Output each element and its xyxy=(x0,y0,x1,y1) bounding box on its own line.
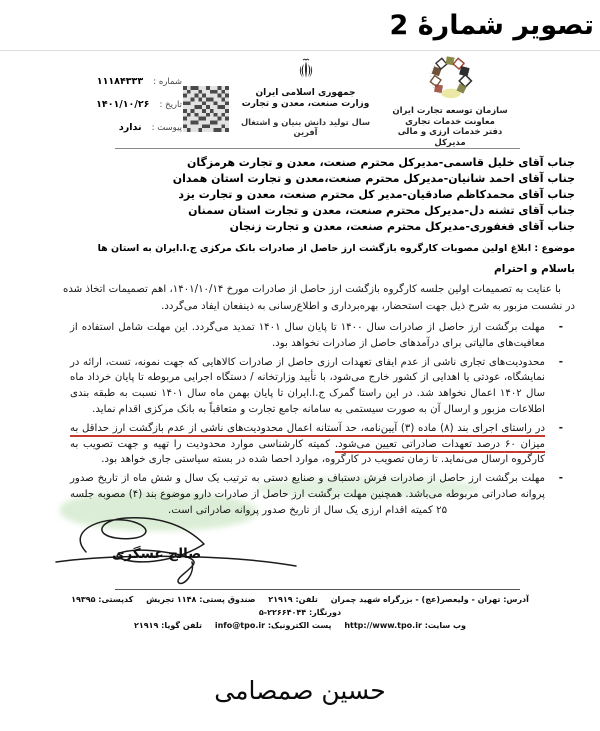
meta-date-value: ۱۴۰۱/۱۰/۲۶ xyxy=(96,99,150,110)
meta-number-value: ۱۱۱۸۴۳۳۳ xyxy=(96,76,144,87)
footer-postal-code: کدپستی: ۱۹۳۹۵ xyxy=(71,595,134,604)
recipient-line: جناب آقای احمد شانیان-مدیرکل محترم صنعت،معدن و تجارت استان همدان xyxy=(172,172,575,185)
bottom-caption-name: حسین صمصامی xyxy=(214,676,386,705)
caption-divider xyxy=(0,50,600,51)
footer-phone: تلفن: ۲۱۹۱۹ xyxy=(268,595,318,604)
government-title-lines xyxy=(228,88,383,110)
org-line-1: سازمان توسعه تجارت ایران xyxy=(392,106,508,116)
meta-attachment-label: پیوست : xyxy=(151,123,182,133)
meta-attachment-value: ندارد xyxy=(118,122,142,133)
meta-date-label: تاریخ : xyxy=(159,100,182,110)
meta-attachment-row xyxy=(56,115,182,138)
org-line-3: دفتر خدمات ارزی و مالی xyxy=(397,127,503,137)
qr-code xyxy=(183,86,229,132)
meta-number-label: شماره : xyxy=(153,77,182,87)
footer-line-1 xyxy=(35,593,565,619)
recipient-line: جناب آقای محمدکاظم صادقیان-مدیر کل محترم صنعت، معدن و تجارت یزد xyxy=(178,188,575,201)
decision-list xyxy=(70,320,575,519)
gov-line-1: جمهوری اسلامی ایران xyxy=(255,88,356,98)
footer-divider xyxy=(115,589,520,590)
gov-line-2: وزارت صنعت، معدن و تجارت xyxy=(241,99,370,109)
footer-address: آدرس: تهران - ولیعصر(عج) - بزرگراه شهید چمران xyxy=(330,595,529,604)
decision-item-export-deadline: - مهلت برگشت ارز حاصل از صادرات سال ۱۴۰۰ تا پایان سال ۱۴۰۱ تمدید می‌گردد. این مهلت شامل استفاده از معافیت‌های مالیاتی برای درآمدهای حاصل از صادرات نخواهد بود. xyxy=(70,320,575,352)
footer xyxy=(35,593,565,632)
footer-po-box: صندوق پستی: ۱۱۴۸ تجریش xyxy=(146,595,256,604)
meta-date-row xyxy=(56,92,182,115)
letterhead xyxy=(0,56,600,150)
decision-item-trade-restrictions: - محدودیت‌های تجاری ناشی از عدم ایفای تعهدات ارزی حاصل از صادرات کالاهایی که جهت نمونه، تست، ارائه در نمایشگاه، عودتی یا اهدایی از کشور خارج می‌شود، با تأیید وزارتخانه / دستگاه اجرایی مربوطه تا پایان خرداد ماه سال ۱۴۰۲ اعمال نخواهد شد. در این راستا گمرک ج.ا.ایران تا پایان بهمن ماه سال ۱۴۰۱ نسبت به طبقه بندی اطلاعات مزبور و ارسال آن به صورت سیستمی به سامانه جامع تجارت و متعاقباً به بانک مرکزی اقدام نماید. xyxy=(70,355,575,418)
footer-email: پست الکترونیک: info@tpo.ir xyxy=(214,621,332,630)
signature-block xyxy=(52,508,307,596)
caption-title: تصویر شمارۀ 2 xyxy=(389,10,594,41)
footer-fax: دورنگار: ۲۲۶۶۴۰۴۴-۵ xyxy=(258,608,342,617)
signer-name: صالح عسگری xyxy=(112,546,202,562)
tpo-logo-icon xyxy=(424,87,476,106)
footer-voice-phone: تلفن گویا: ۲۱۹۱۹ xyxy=(133,621,203,630)
decision-item-carpet-medicine: - مهلت برگشت ارز حاصل از صادرات فرش دستباف و صنایع دستی به ترتیب یک سال و شش ماه از تاریخ صدور پروانه صادراتی مربوطه می‌باشد. همچنین مهلت برگشت ارز حاصل از صادرات دارو موضوع بند (۴) مصوبه جلسه ۲۵ کمیته اقدام ارزی یک سال از تاریخ صدور پروانه صادراتی است. xyxy=(70,471,575,518)
letterhead-divider xyxy=(115,148,520,149)
footer-website: وب سایت: http://www.tpo.ir xyxy=(344,621,467,630)
org-line-2: معاونت خدمات تجاری xyxy=(405,116,495,127)
salutation: باسلام و احترام xyxy=(494,263,575,275)
government-block xyxy=(228,58,383,137)
iran-emblem-icon xyxy=(295,69,317,88)
intro-paragraph: با عنایت به تصمیمات اولین جلسه کارگروه بازگشت ارز حاصل از صادرات مورخ ۱۴۰۱/۱۰/۱۴، اهم تصمیمات اتخاذ شده در نشست مزبور به شرح ذیل جهت استحضار، بهره‌برداری و اطلاع‌رسانی به ذینفعان ایفاد می‌گردد. xyxy=(63,284,575,312)
footer-line-2 xyxy=(35,619,565,632)
red-underlined-clause: در راستای اجرای بند (۸) ماده (۳) آیین‌نامه، حد آستانه اعمال محدودیت‌های ناشی از عدم بازگشت ارز حداقل به میزان ۶۰ درصد تعهدات صادراتی تعیین می‌شود. xyxy=(70,422,546,450)
subject-line: موضوع : ابلاغ اولین مصوبات کارگروه بازگشت ارز حاصل از صادرات بانک مرکزی ج.ا.ایران به استان ها xyxy=(97,243,575,254)
recipient-line: جناب آقای تشنه دل-مدیرکل محترم صنعت، معدن و تجارت استان سمنان xyxy=(188,204,575,217)
letter-body xyxy=(25,155,575,522)
meta-number-row xyxy=(56,69,182,92)
threshold-clause-rest: کمیته کارشناسی موارد محدودیت را تهیه و جهت تصویب به کارگروه ارسال می‌نماید. تا زمان تصویب در کارگروه، موارد احصا شده در بسته سیاستی جاری خواهد بود. xyxy=(70,438,545,466)
letter-meta xyxy=(56,69,182,138)
org-line-4: مدیرکل xyxy=(434,137,466,148)
recipient-line: جناب آقای فغفوری-مدیرکل محترم صنعت، معدن و تجارت زنجان xyxy=(229,220,575,233)
year-slogan: سال تولید دانش بنیان و اشتغال آفرین xyxy=(240,117,371,137)
recipient-line: جناب آقای خلیل قاسمی-مدیرکل محترم صنعت، معدن و تجارت هرمزگان xyxy=(186,156,575,169)
org-block xyxy=(375,56,525,148)
org-title-lines xyxy=(375,106,525,148)
decision-item-threshold xyxy=(70,421,575,468)
